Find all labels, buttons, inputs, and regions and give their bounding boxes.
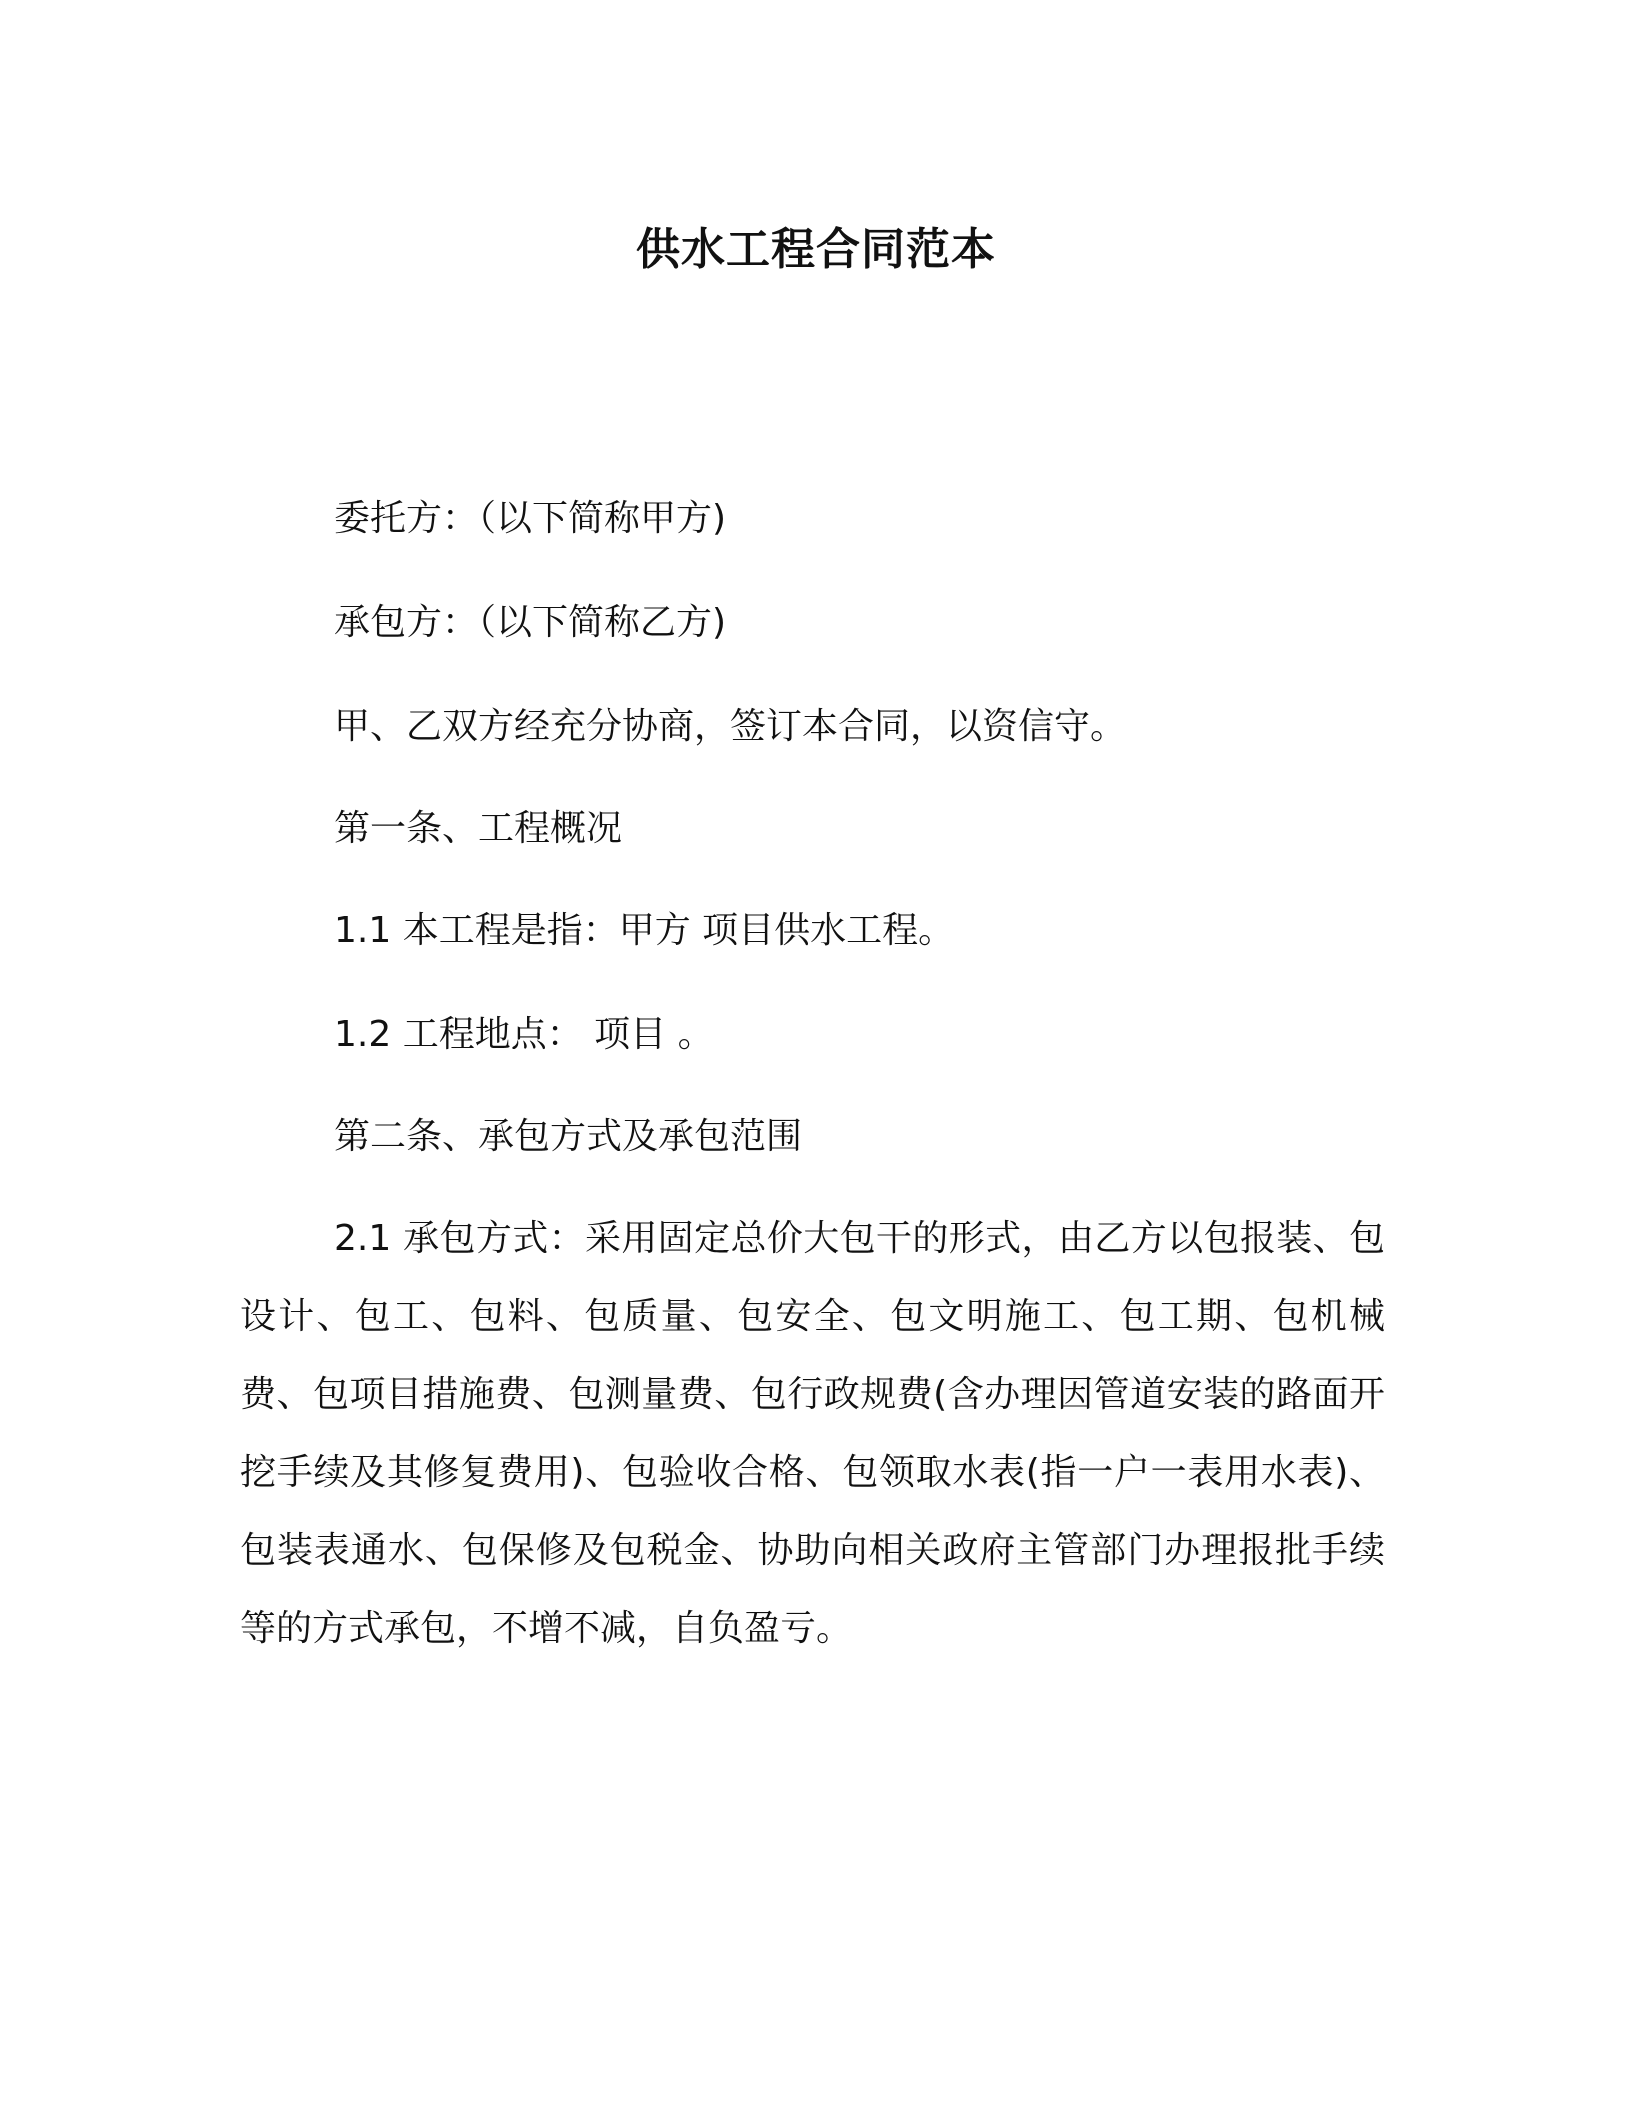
clause-1-1: 1.1 本工程是指：甲方 项目供水工程。 xyxy=(334,910,955,951)
client-line: 委托方：（以下简称甲方) xyxy=(334,498,727,539)
article-1-heading: 第一条、工程概况 xyxy=(334,808,623,849)
contractor-line: 承包方：（以下简称乙方) xyxy=(334,602,727,643)
clause-1-2: 1.2 工程地点： 项目 。 xyxy=(334,1014,714,1055)
article-2-heading: 第二条、承包方式及承包范围 xyxy=(334,1116,803,1157)
document-title: 供水工程合同范本 xyxy=(636,224,996,275)
clause-2-1-paragraph: 2.1 承包方式：采用固定总价大包干的形式，由乙方以包报装、包设计、包工、包料、包质量、包安全、包文明施工、包工期、包机械费、包项目措施费、包测量费、包行政规费(含办理因管道安装的路面开挖手续及其修复费用)、包验收合格、包领取水表(指一户一表用水表)、包装表通水、包保修及包税金、协助向相关政府主管部门办理报批手续等的方式承包，不增不减，自负盈亏。 xyxy=(240,1218,1385,1649)
agreement-line: 甲、乙双方经充分协商，签订本合同，以资信守。 xyxy=(334,706,1127,747)
